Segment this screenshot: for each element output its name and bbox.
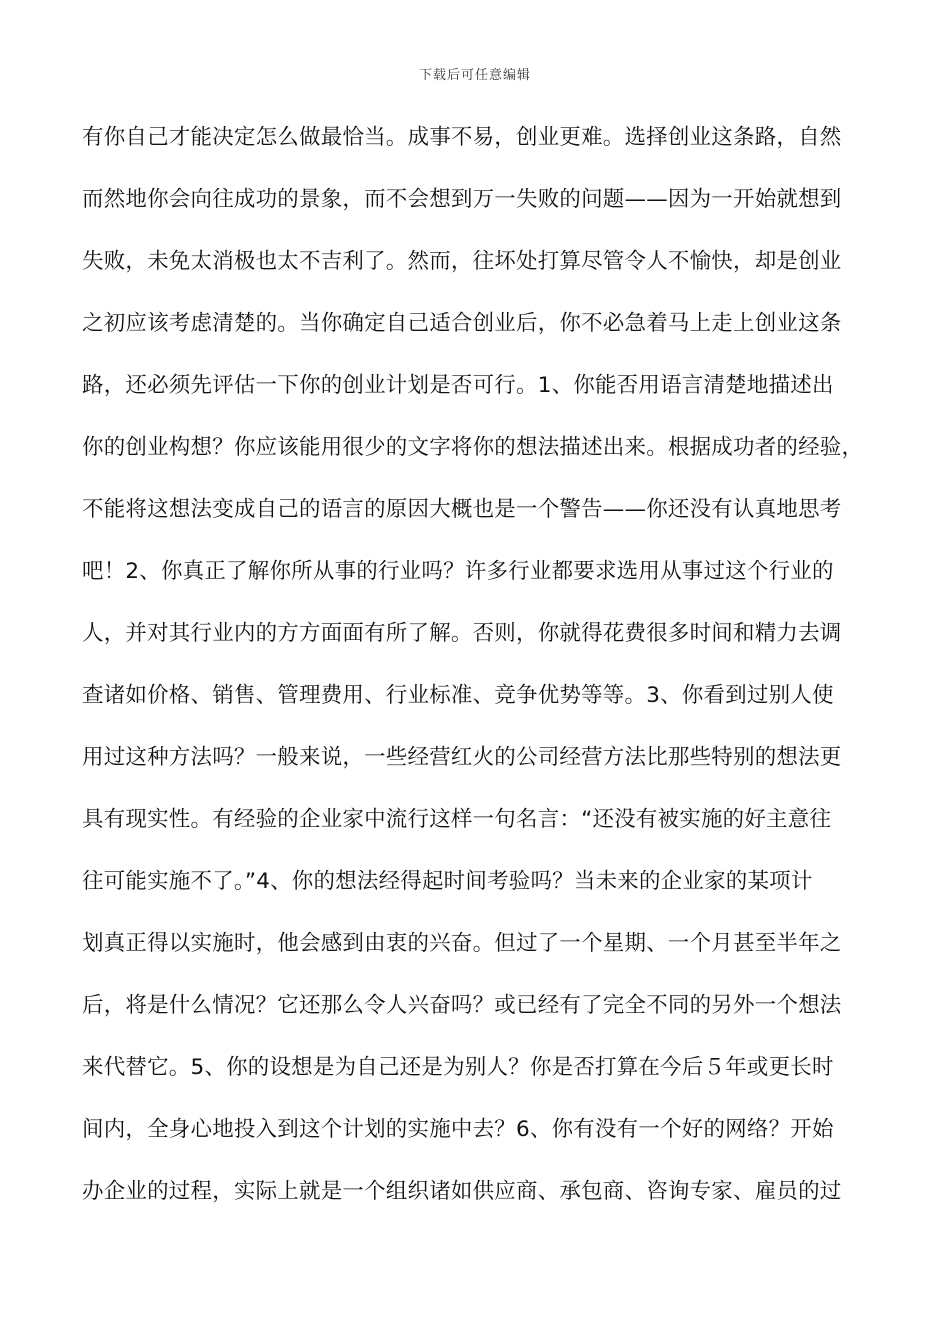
text-line: 人，并对其行业内的方方面面有所了解。否则，你就得花费很多时间和精力去调 — [82, 621, 842, 646]
text-line: 具有现实性。有经验的企业家中流行这样一句名言：“还没有被实施的好主意往 — [82, 807, 832, 832]
text-line: 不能将这想法变成自己的语言的原因大概也是一个警告——你还没有认真地思考 — [82, 497, 842, 522]
text-line: 划真正得以实施时，他会感到由衷的兴奋。但过了一个星期、一个月甚至半年之 — [82, 931, 842, 956]
text-line: 往可能实施不了。”4、你的想法经得起时间考验吗？当未来的企业家的某项计 — [82, 869, 813, 894]
text-line: 失败，未免太消极也太不吉利了。然而，往坏处打算尽管令人不愉快，却是创业 — [82, 249, 842, 274]
text-line: 查诸如价格、销售、管理费用、行业标准、竞争优势等等。3、你看到过别人使 — [82, 683, 834, 708]
document-body — [82, 116, 872, 1232]
page-header: 下载后可任意编辑 — [418, 68, 531, 83]
text-line: 吧！2、你真正了解你所从事的行业吗？许多行业都要求选用从事过这个行业的 — [82, 559, 834, 584]
text-line: 你的创业构想？你应该能用很少的文字将你的想法描述出来。根据成功者的经验， — [82, 435, 864, 460]
text-line: 来代替它。5、你的设想是为自己还是为别人？你是否打算在今后５年或更长时 — [82, 1055, 834, 1080]
text-line: 路，还必须先评估一下你的创业计划是否可行。1、你能否用语言清楚地描述出 — [82, 373, 834, 398]
text-line: 有你自己才能决定怎么做最恰当。成事不易，创业更难。选择创业这条路，自然 — [82, 125, 842, 150]
text-line: 用过这种方法吗？一般来说，一些经营红火的公司经营方法比那些特别的想法更 — [82, 745, 842, 770]
text-line: 后，将是什么情况？它还那么令人兴奋吗？或已经有了完全不同的另外一个想法 — [82, 993, 842, 1018]
text-line: 之初应该考虑清楚的。当你确定自己适合创业后，你不必急着马上走上创业这条 — [82, 311, 842, 336]
text-line: 办企业的过程，实际上就是一个组织诸如供应商、承包商、咨询专家、雇员的过 — [82, 1179, 842, 1204]
text-line: 而然地你会向往成功的景象，而不会想到万一失败的问题——因为一开始就想到 — [82, 187, 842, 212]
text-line: 间内，全身心地投入到这个计划的实施中去？6、你有没有一个好的网络？开始 — [82, 1117, 834, 1142]
